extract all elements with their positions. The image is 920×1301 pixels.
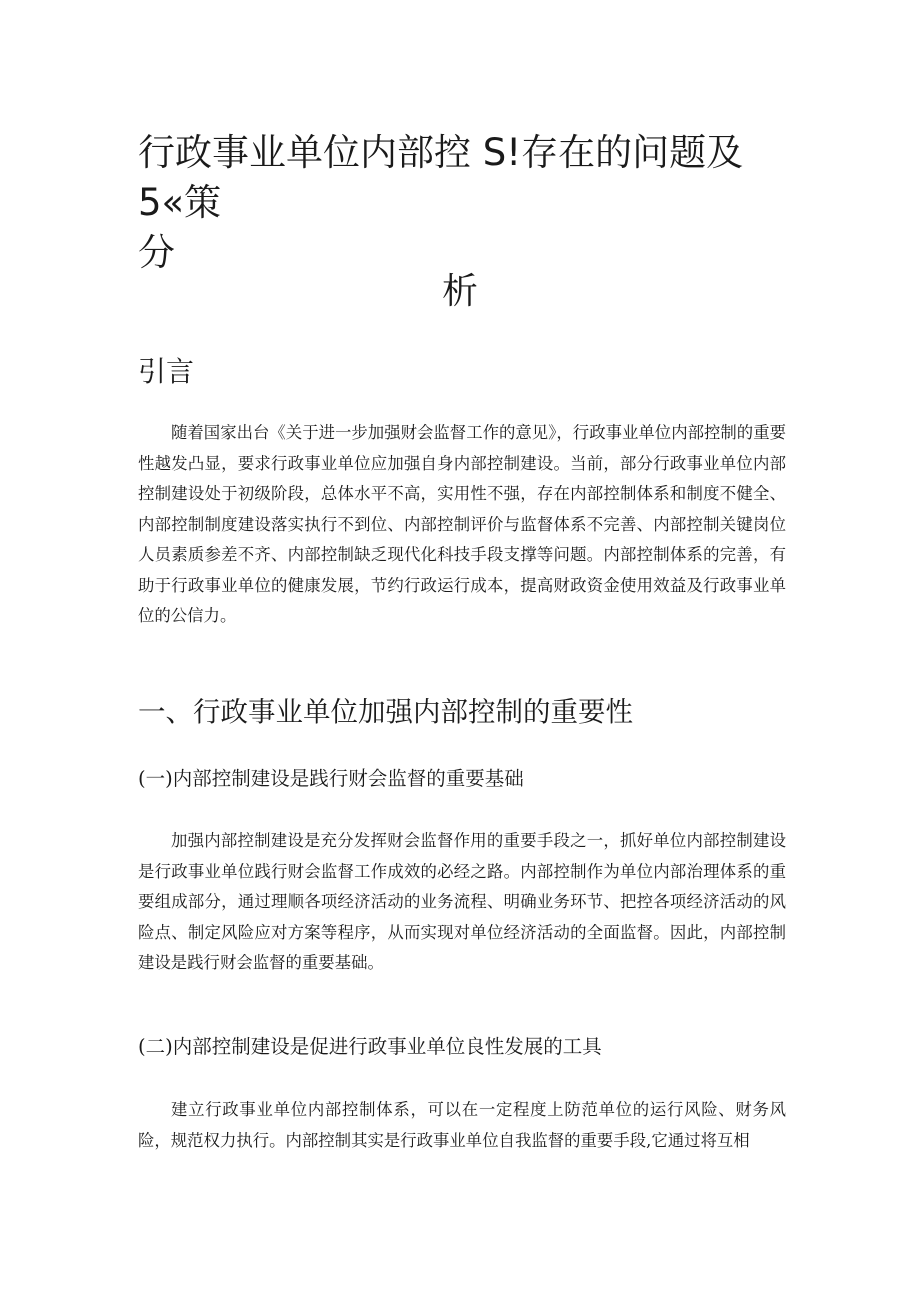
- subsection-1-paragraph: 加强内部控制建设是充分发挥财会监督作用的重要手段之一，抓好单位内部控制建设是行政事业单位践行财会监督工作成效的必经之路。内部控制作为单位内部治理体系的重要组成部分，通过理顺各项经济活动的业务流程、明确业务环节、把控各项经济活动的风险点、制定风险应对方案等程序，从而实现对单位经济活动的全面监督。因此，内部控制建设是践行财会监督的重要基础。: [138, 831, 786, 972]
- document-title: [138, 128, 798, 278]
- section-1-heading: 一、行政事业单位加强内部控制的重要性: [138, 696, 633, 728]
- intro-heading: 引言: [138, 355, 195, 388]
- title-line-1: 行政事业单位内部控 S!存在的问题及 5«策: [138, 131, 744, 224]
- title-line-3: 析: [441, 271, 478, 312]
- subsection-1-heading: (一)内部控制建设是践行财会监督的重要基础: [138, 767, 524, 790]
- intro-paragraph: 随着国家出台《关于进一步加强财会监督工作的意见》，行政事业单位内部控制的重要性越发凸显，要求行政事业单位应加强自身内部控制建设。当前，部分行政事业单位内部控制建设处于初级阶段，总体水平不高，实用性不强，存在内部控制体系和制度不健全、内部控制制度建设落实执行不到位、内部控制评价与监督体系不完善、内部控制关键岗位人员素质参差不齐、内部控制缺乏现代化科技手段支撑等问题。内部控制体系的完善，有助于行政事业单位的健康发展，节约行政运行成本，提高财政资金使用效益及行政事业单位的公信力。: [138, 423, 786, 625]
- title-line-2: 分: [138, 231, 175, 274]
- subsection-2-paragraph: 建立行政事业单位内部控制体系，可以在一定程度上防范单位的运行风险、财务风险，规范权力执行。内部控制其实是行政事业单位自我监督的重要手段,它通过将互相: [138, 1100, 786, 1150]
- subsection-2-heading: (二)内部控制建设是促进行政事业单位良性发展的工具: [138, 1035, 602, 1058]
